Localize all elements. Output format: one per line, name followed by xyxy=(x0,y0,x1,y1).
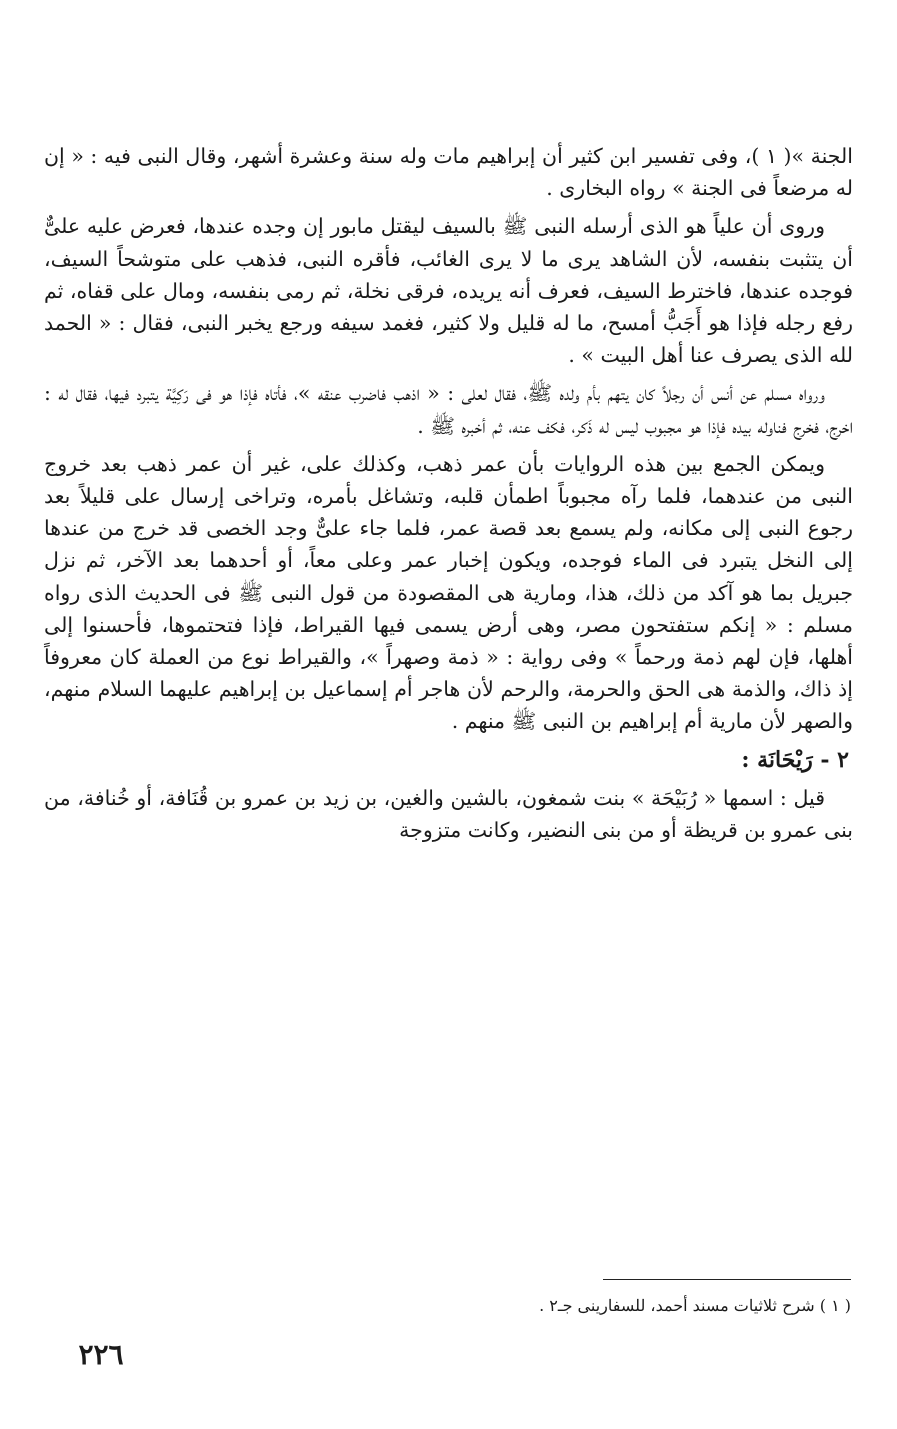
paragraph-4: ويمكن الجمع بين هذه الروايات بأن عمر ذهب، وكذلك على، غير أن عمر ذهب بعد خروج النبى من عندهما، فلما رآه مجبوباً اطمأن قلبه، وتشاغل بأمره، وتراخى إرسال على قليلاً بعد رجوع النبى إلى مكانه، ولم يسمع بعد قصة عمر، فلما جاء علىٌّ وجد الخصى قد خرج من عندها إلى النخل يتبرد فى الماء فوجده، ويكون إخبار عمر وعلى معاً، أو أحدهما بعد الآخر، ثم نزل جبريل بما هو آكد من ذلك، هذا، ومارية هى المقصودة من قول النبى ﷺ فى الحديث الذى رواه مسلم : « إنكم ستفتحون مصر، وهى أرض يسمى فيها القيراط، فإذا فتحتموها، فأحسنوا إلى أهلها، فإن لهم ذمة ورحماً » وفى رواية : « ذمة وصهراً »، والقيراط نوع من العملة كان معروفاً إذ ذاك، والذمة هى الحق والحرمة، والرحم لأن هاجر أم إسماعيل بن إبراهيم عليهما السلام منهم، والصهر لأن مارية أم إبراهيم بن النبى ﷺ منهم . xyxy=(44,451,853,734)
footnote-divider xyxy=(603,1279,851,1280)
paragraph-2: وروى أن علياً هو الذى أرسله النبى ﷺ بالسيف ليقتل مابور إن وجده عندها، فعرض عليه علىٌّ أن يتثبت بنفسه، لأن الشاهد يرى ما لا يرى الغائب، فأقره النبى، فذهب على متوشحاً السيف، فوجده عندها، فاخترط السيف، فعرف أنه يريده، فرقى نخلة، ثم رمى بنفسه، ومال على قفاه، ثم رفع رجله فإذا هو أَجَبُّ أمسح، ما له قليل ولا كثير، فغمد سيفه ورجع يخبر النبى، فقال : « الحمد لله الذى يصرف عنا أهل البيت » . xyxy=(44,214,853,368)
footnote: ( ١ ) شرح ثلاثيات مسند أحمد، للسفارينى جـ٢ . xyxy=(539,1296,851,1315)
page-number: ٢٢٦ xyxy=(78,1338,124,1371)
paragraph-1: الجنة »( ١ )، وفى تفسير ابن كثير أن إبراهيم مات وله سنة وعشرة أشهر، وقال النبى فيه : « إن له مرضعاً فى الجنة » رواه البخارى . xyxy=(44,144,853,201)
paragraph-5: قيل : اسمها « رُبَيْحَة » بنت شمغون، بالشين والغين، بن زيد بن عمرو بن قُنَافة، أو خُنافة، من بنى عمرو بن قريظة أو من بنى النضير، وكانت متزوجة xyxy=(44,785,853,843)
section-heading: ٢ - رَيْحَانَة : xyxy=(741,746,849,773)
main-text xyxy=(44,140,853,846)
paragraph-3: ورواه مسلم عن أنس أن رجلاً كان يتهم بأم ولده ﷺ، فقال لعلى : « اذهب فاضرب عنقه »، فأتاه فإذا هو فى رَكِيَّة يتبرد فيها، فقال له : اخرج، فخرج فناوله بيده فإذا هو مجبوب ليس له ذَكر، فكف عنه، ثم أخبره ﷺ . xyxy=(44,381,853,438)
